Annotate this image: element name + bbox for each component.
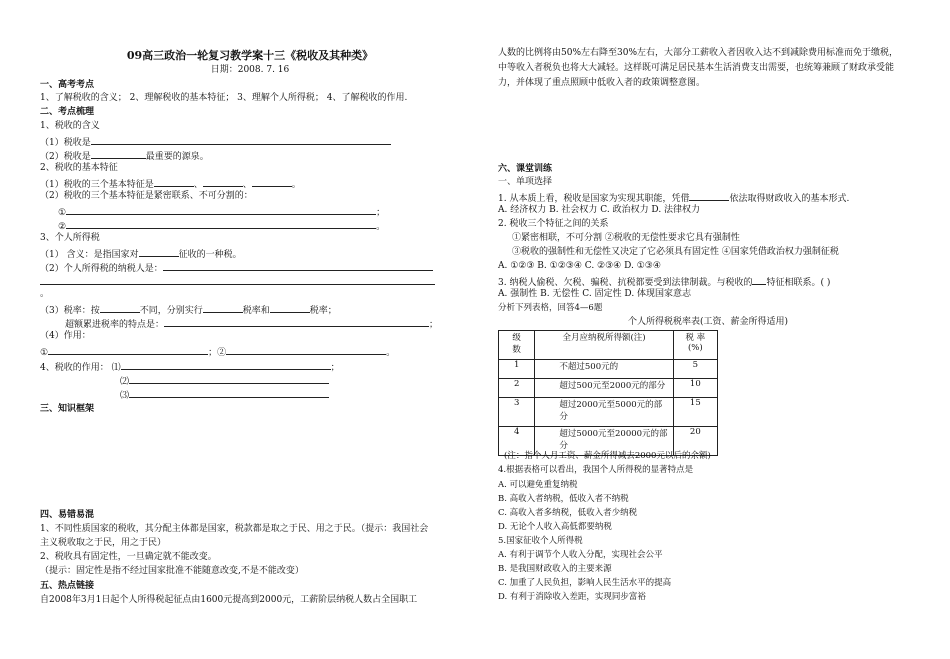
table-row [499,398,718,427]
section-heading-review: 二、考点梳理 [40,107,95,117]
exam-points-line: 1、了解税收的含义； 2、理解税收的基本特征； 3、理解个人所得税； 4、了解税收的作用. [40,93,408,103]
review-item: （1） 含义：是指国家对 征收的一种税。 [40,247,242,261]
table-instruction: 分析下列表格，回答4—6题 [498,303,603,313]
section-heading-mistakes: 四、易错易混 [40,510,95,520]
table-row [499,379,718,398]
table-cell: 超过500元至2000元的部分 [535,379,673,398]
table-cell: 2 [499,379,535,398]
table-cell: 1 [499,360,535,379]
review-item: 1、税收的含义 [40,121,100,131]
question-3: 3. 纳税人偷税、欠税、骗税、抗税都要受到法律制裁。与税收的 特征相联系。( ) [498,275,830,289]
table-cell: 超过2000元至5000元的部 分 [535,398,673,427]
review-item [40,275,435,289]
section-heading-exam-points: 一、高考考点 [40,80,95,90]
table-cell: 不超过500元的 [535,360,673,379]
question-5-option: A. 有利于调节个人收入分配，实现社会公平 [498,550,663,560]
review-item: ① ； [58,205,385,219]
mistake-line: 主义税收取之于民，用之于民） [40,538,167,548]
table-header-cell: 级 数 [499,331,535,360]
review-item: ⑶ [120,388,329,402]
review-item: （2）税收的三个基本特征是紧密联系、不可分割的： [40,191,253,201]
review-item: （1）税收是 [40,135,391,149]
hotspot-line: 自2008年3月1日起个人所得税起征点由1600元提高到2000元，工薪阶层纳税人数占全国职工 [40,595,418,605]
table-cell: 超过5000元至20000元的部 分 [535,427,673,456]
table-cell: 3 [499,398,535,427]
hotspot-line: 中等收入者税负也将大大减轻。这样既可满足居民基本生活消费支出需要，也统筹兼顾了财政承受能 [498,63,895,73]
question-2-statement: ①紧密相联，不可分割 ②税收的无偿性要求它具有强制性 [512,233,740,243]
practice-subheading: 一、单项选择 [498,177,553,187]
question-3-options: A. 强制性 B. 无偿性 C. 固定性 D. 体现国家意志 [498,289,692,299]
table-header-cell: 全月应纳税所得额(注) [535,331,673,360]
section-heading-practice: 六、课堂训练 [498,164,553,174]
table-cell: 10 [673,379,717,398]
review-item: ① ；② 。 [40,345,395,359]
table-header-cell: 税 率 (%) [673,331,717,360]
review-item: 超额累进税率的特点是： ； [65,317,438,331]
question-4-option: C. 高收入者多纳税，低收入者少纳税 [498,508,638,518]
question-4-option: B. 高收入者纳税，低收入者不纳税 [498,494,629,504]
mistake-line: （提示：固定性是指不经过国家批准不能随意改变,不是不能改变） [40,566,304,576]
review-item: ⑵ [120,374,329,388]
question-4-option: D. 无论个人收入高低都要纳税 [498,522,612,532]
question-1: 1. 从本质上看，税收是国家为实现其职能，凭借 依法取得财政收入的基本形式. [498,191,849,205]
review-item: 。 [40,289,50,299]
review-item: 4、税收的作用： ⑴ ； [40,360,340,374]
question-4-option: A. 可以避免重复纳税 [498,480,578,490]
table-header-row [499,331,718,360]
question-5-option: D. 有利于消除收入差距，实现同步富裕 [498,592,646,602]
page-title: 09高三政治一轮复习教学案十三《税收及其种类》 [126,49,374,62]
hotspot-line: 力，并体现了重点照顾中低收入者的政策调整意图。 [498,78,706,88]
mistake-line: 1、不同性质国家的税收，其分配主体都是国家，税款都是取之于民、用之于民。（提示：我国社会 [40,524,429,534]
question-2-statement: ③税收的强制性和无偿性又决定了它必须具有固定性 ④国家凭借政治权力强制征税 [512,247,839,257]
section-heading-hotspot: 五、热点链接 [40,581,95,591]
table-cell: 20 [673,427,717,456]
table-title: 个人所得税税率表(工资、薪金所得适用) [628,317,789,327]
review-item: 2、税收的基本特征 [40,163,118,173]
review-item: 3、个人所得税 [40,233,100,243]
tax-rate-table [498,330,718,456]
review-item: （1）税收的三个基本特征是 、 、 。 [40,177,301,191]
review-item: （3）税率：按 不同，分别实行 税率和 税率； [40,303,337,317]
section-heading-framework: 三、知识框架 [40,404,95,414]
question-5-option: B. 是我国财政收入的主要来源 [498,564,612,574]
question-2-options: A. ①②③ B. ①②③④ C. ②③④ D. ①③④ [498,261,661,271]
hotspot-line: 人数的比例将由50%左右降至30%左右，大部分工薪收入者因收入达不到减除费用标准而免于缴税， [498,48,899,58]
review-item: ② 。 [58,219,385,233]
table-note: (注：指个人月工资、薪金所得减去2000元以后的余额) [504,451,711,461]
table-row [499,360,718,379]
table-cell: 15 [673,398,717,427]
review-item: （4）作用： [40,331,91,341]
question-5-option: C. 加重了人民负担，影响人民生活水平的提高 [498,578,672,588]
review-item: （2）税收是 最重要的源泉。 [40,149,209,163]
question-2: 2. 税收三个特征之间的关系 [498,219,609,229]
table-cell: 5 [673,360,717,379]
review-item: （2）个人所得税的纳税人是： [40,261,433,275]
question-1-options: A. 经济权力 B. 社会权力 C. 政治权力 D. 法律权力 [498,205,701,215]
mistake-line: 2、税收具有固定性，一旦确定就不能改变。 [40,552,217,562]
page-date: 日期：2008. 7. 16 [210,65,290,75]
question-5: 5.国家征收个人所得税 [498,536,583,546]
question-4: 4.根据表格可以看出，我国个人所得税的显著特点是 [498,465,694,475]
table-cell: 4 [499,427,535,456]
